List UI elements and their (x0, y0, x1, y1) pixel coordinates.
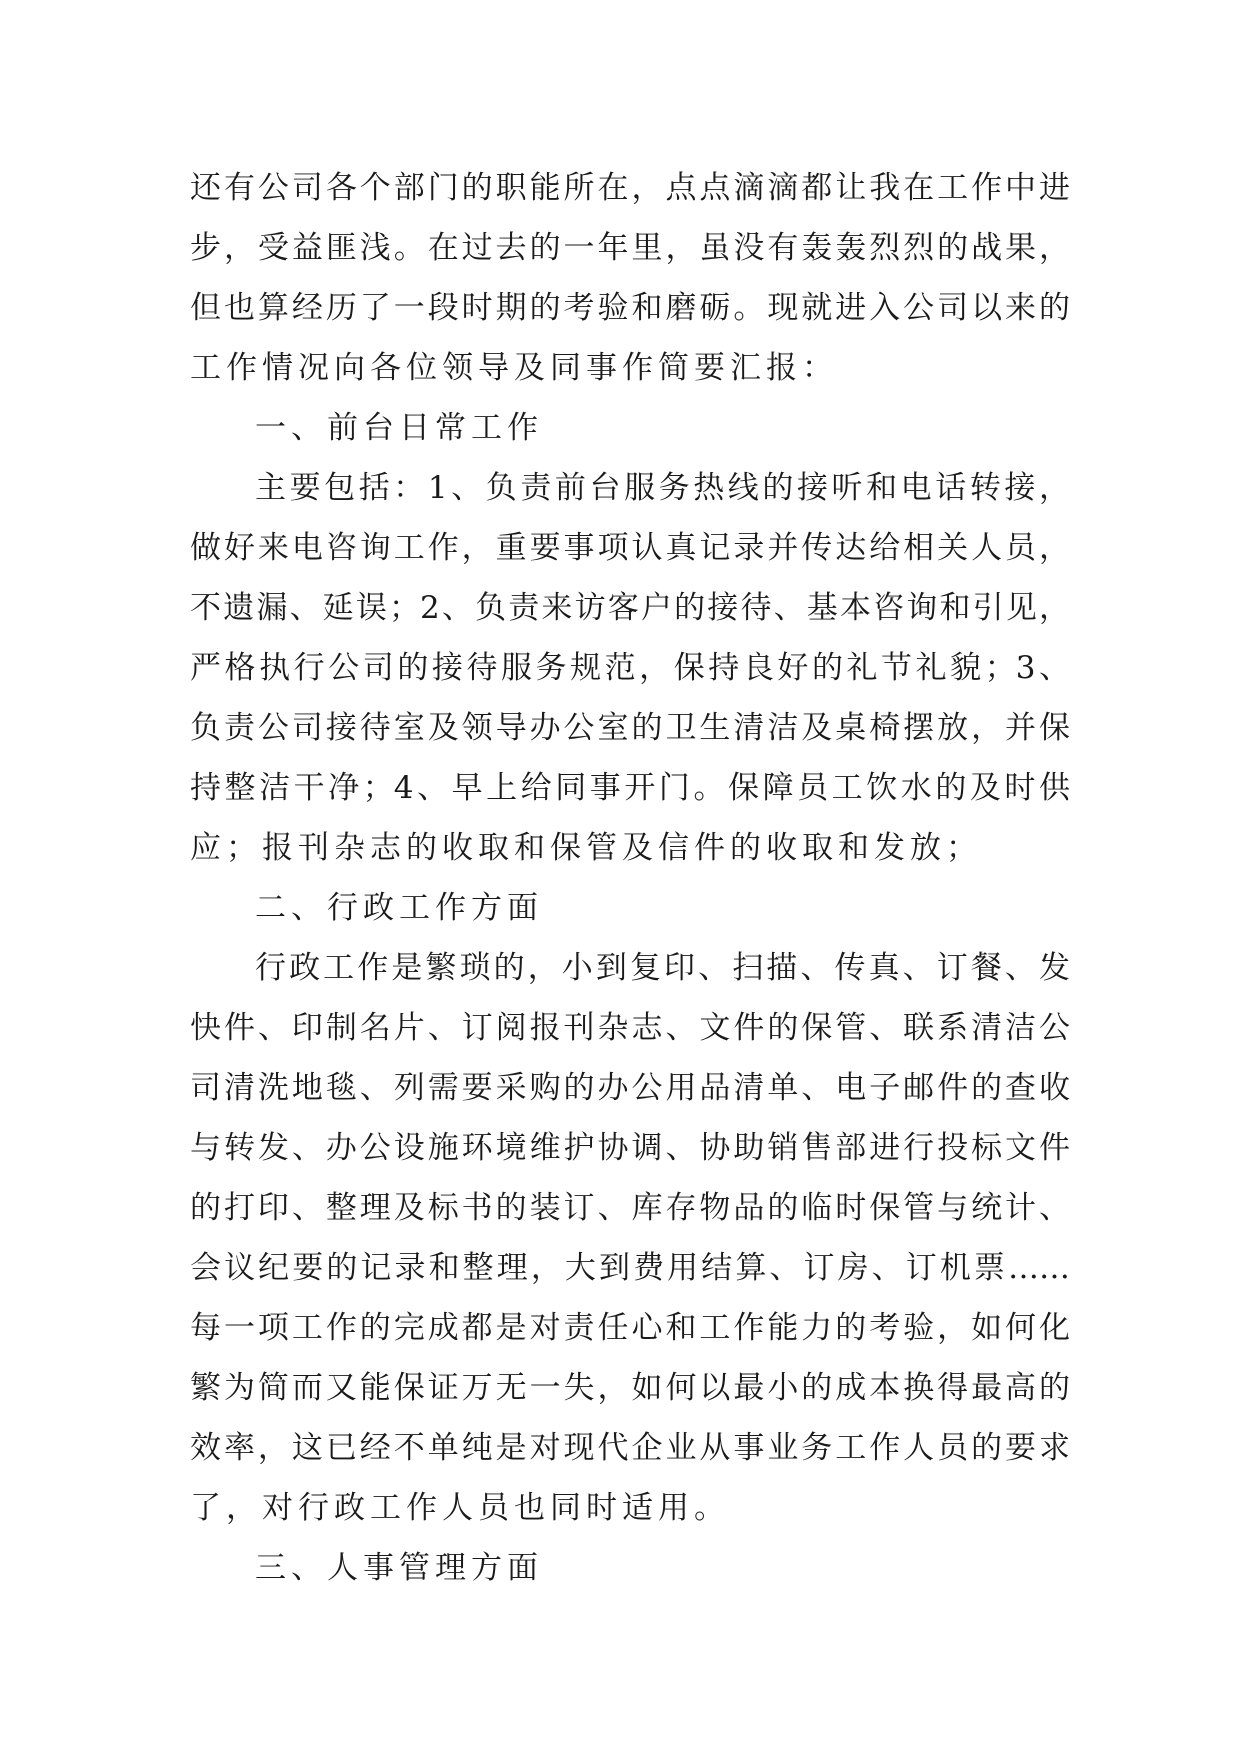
text-line-9: 严格执行公司的接待服务规范，保持良好的礼节礼貌；3、 (190, 650, 1070, 686)
text-line-4: 工作情况向各位领导及同事作简要汇报： (190, 350, 838, 386)
section-heading-2: 二、行政工作方面 (255, 890, 543, 926)
section-heading-3: 三、人事管理方面 (255, 1550, 543, 1586)
text-line-14: 行政工作是繁琐的，小到复印、扫描、传真、订餐、发 (255, 950, 1070, 986)
text-line-1: 还有公司各个部门的职能所在，点点滴滴都让我在工作中进 (190, 170, 1070, 206)
text-line-17: 与转发、办公设施环境维护协调、协助销售部进行投标文件 (190, 1130, 1070, 1166)
text-line-22: 效率，这已经不单纯是对现代企业从事业务工作人员的要求 (190, 1430, 1070, 1466)
text-line-21: 繁为简而又能保证万无一失，如何以最小的成本换得最高的 (190, 1370, 1070, 1406)
text-line-8: 不遗漏、延误；2、负责来访客户的接待、基本咨询和引见， (190, 590, 1070, 626)
text-line-23: 了，对行政工作人员也同时适用。 (190, 1490, 730, 1526)
text-line-18: 的打印、整理及标书的装订、库存物品的临时保管与统计、 (190, 1190, 1070, 1226)
text-line-16: 司清洗地毯、列需要采购的办公用品清单、电子邮件的查收 (190, 1070, 1070, 1106)
text-line-6: 主要包括：1、负责前台服务热线的接听和电话转接， (255, 470, 1070, 506)
section-heading-1: 一、前台日常工作 (255, 410, 543, 446)
text-line-7: 做好来电咨询工作，重要事项认真记录并传达给相关人员， (190, 530, 1070, 566)
text-line-2: 步，受益匪浅。在过去的一年里，虽没有轰轰烈烈的战果， (190, 230, 1070, 266)
text-line-10: 负责公司接待室及领导办公室的卫生清洁及桌椅摆放，并保 (190, 710, 1070, 746)
text-line-20: 每一项工作的完成都是对责任心和工作能力的考验，如何化 (190, 1310, 1070, 1346)
text-line-3: 但也算经历了一段时期的考验和磨砺。现就进入公司以来的 (190, 290, 1070, 326)
text-line-11: 持整洁干净；4、早上给同事开门。保障员工饮水的及时供 (190, 770, 1070, 806)
text-line-15: 快件、印制名片、订阅报刊杂志、文件的保管、联系清洁公 (190, 1010, 1070, 1046)
text-line-12: 应；报刊杂志的收取和保管及信件的收取和发放； (190, 830, 982, 866)
text-line-19: 会议纪要的记录和整理，大到费用结算、订房、订机票…… (190, 1250, 1070, 1286)
